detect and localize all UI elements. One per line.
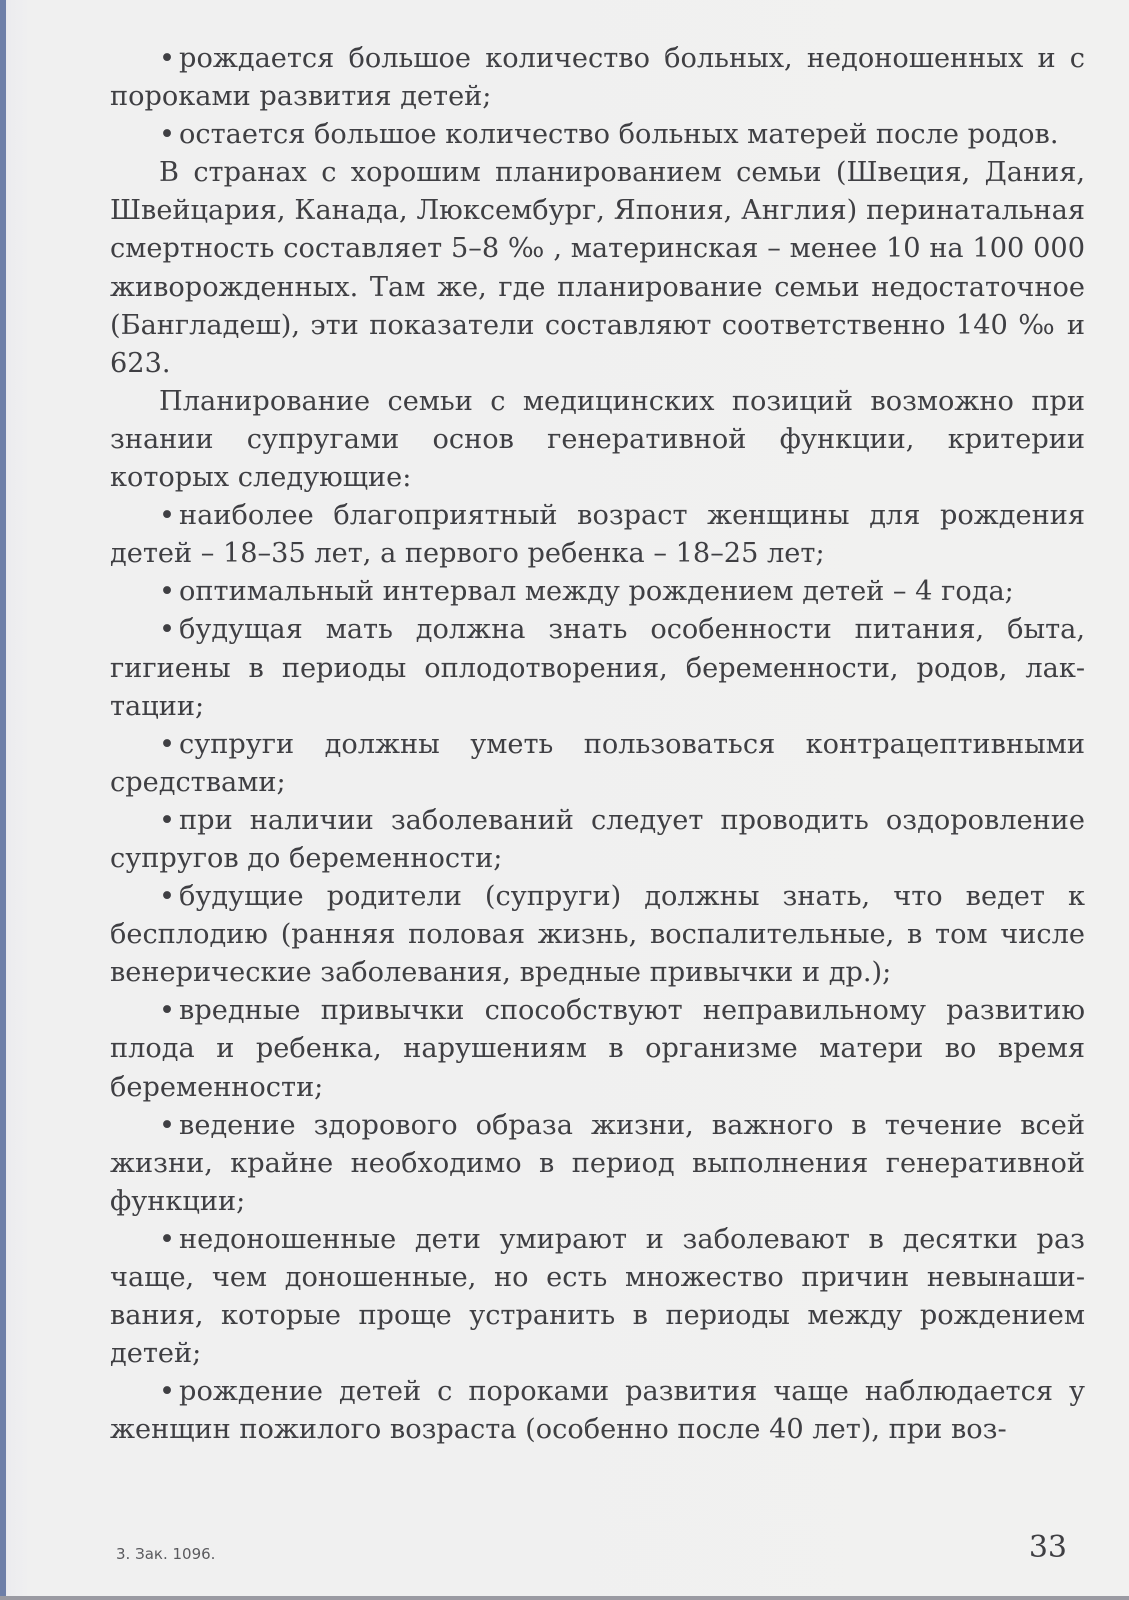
paragraph-text: рождается большое количество больных, недоношенных и с пороками развития детей; — [110, 43, 1085, 113]
bullet-marker: • — [159, 728, 176, 760]
paragraph-text: Планирование семьи с медицинских позиций возможно при знании супругами основ генеративной функции, критерии которых следующие: — [110, 385, 1085, 494]
paragraph-text: оптимальный интервал между рождением детей – 4 года; — [179, 576, 1014, 608]
paragraph-text: недоношенные дети умирают и заболевают в десятки раз чаще, чем доношенные, но есть множество причин невынашивания, которые проще устранить в периоды между рождением детей; — [110, 1223, 1085, 1370]
paragraph-text: ведение здорового образа жизни, важного в течение всей жизни, крайне необходимо в период выполнения генеративной функции; — [110, 1109, 1085, 1217]
paragraph-14 — [110, 1373, 1085, 1449]
page-bottom-edge — [0, 1596, 1129, 1600]
bullet-marker: • — [159, 1376, 176, 1408]
paragraph-12 — [110, 1107, 1085, 1221]
paragraph-6 — [110, 573, 1085, 611]
paragraph-text: наиболее благоприятный возраст женщины для рождения детей – 18–35 лет, а первого ребенка – 18–25 лет; — [110, 500, 1085, 570]
bullet-marker: • — [159, 881, 176, 913]
paragraph-11 — [110, 992, 1085, 1106]
paragraph-text: остается большое количество больных матерей после родов. — [179, 119, 1059, 151]
paragraph-8 — [110, 726, 1085, 802]
paragraph-10 — [110, 878, 1085, 992]
bullet-marker: • — [159, 614, 176, 646]
paragraph-7 — [110, 611, 1085, 725]
paragraph-text: будущая мать должна знать особенности питания, быта, гигиены в периоды оплодотворения, беременности, родов, лактации; — [110, 614, 1085, 722]
bullet-marker: • — [159, 995, 176, 1027]
page-number: 33 — [1028, 1530, 1067, 1565]
paragraph-text: рождение детей с пороками развития чаще наблюдается у женщин пожилого возраста (особенно после 40 лет), при воз- — [110, 1376, 1085, 1446]
printer-signature: 3. Зак. 1096. — [116, 1545, 216, 1563]
bullet-marker: • — [159, 500, 176, 532]
bullet-marker: • — [159, 576, 176, 608]
bullet-marker: • — [159, 119, 176, 151]
paragraph-5 — [110, 497, 1085, 573]
paragraph-1 — [110, 40, 1085, 116]
bullet-marker: • — [159, 1109, 176, 1141]
paragraph-text: супруги должны уметь пользоваться контрацептивными средствами; — [110, 728, 1085, 798]
paragraph-9 — [110, 802, 1085, 878]
paragraph-text: при наличии заболеваний следует проводить оздоровление супругов до беременности; — [110, 804, 1085, 874]
body-text — [110, 40, 1085, 1449]
paragraph-text: вредные привычки способствуют неправильному развитию плода и ребенка, нарушениям в организме матери во время беременности; — [110, 995, 1085, 1103]
paragraph-13 — [110, 1221, 1085, 1373]
bullet-marker: • — [159, 1223, 176, 1255]
page-spine-edge — [0, 0, 6, 1600]
paragraph-4 — [110, 383, 1085, 497]
bullet-marker: • — [159, 43, 176, 74]
paragraph-text: В странах с хорошим планированием семьи (Швеция, Дания, Швейцария, Канада, Люксембург, Япония, Англия) перинатальная смертность составляет 5–8 ‰ , материнская – менее 10 на 100 000 живорожденных. Там же, где планирование семьи недостаточное (Бангладеш), эти показатели составляют соответственно 140 ‰ и 623. — [110, 157, 1085, 379]
paragraph-3 — [110, 154, 1085, 383]
bullet-marker: • — [159, 804, 176, 836]
paragraph-2 — [110, 116, 1085, 154]
paragraph-text: будущие родители (супруги) должны знать, что ведет к бесплодию (ранняя половая жизнь, воспалительные, в том числе венерические заболевания, вредные привычки и др.); — [110, 881, 1085, 989]
